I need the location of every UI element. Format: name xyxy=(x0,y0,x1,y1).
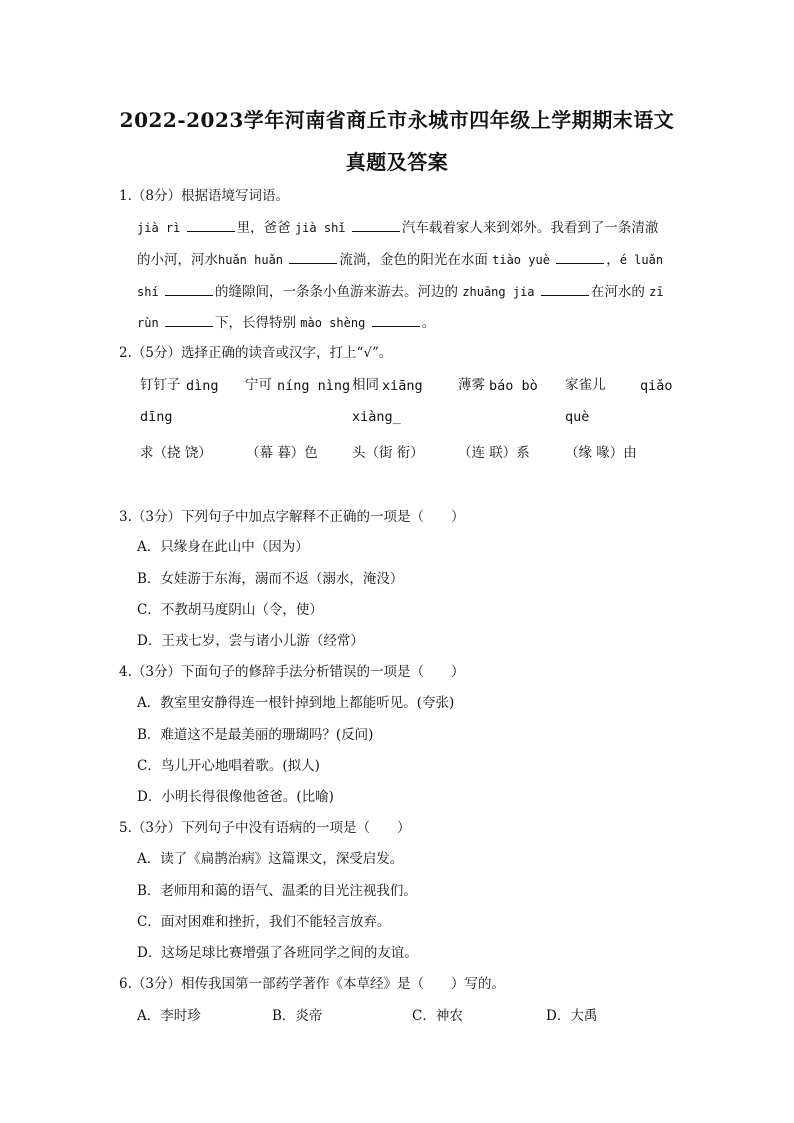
q3-option-c[interactable]: C．不教胡马度阴山（令，使） xyxy=(137,602,323,618)
answer-blank[interactable] xyxy=(541,283,589,296)
q3-heading: 3.（3分）下列句子中加点字解释不正确的一项是（ ） xyxy=(119,509,465,525)
answer-blank[interactable] xyxy=(165,283,213,296)
q4-heading: 4.（3分）下面句子的修辞手法分析错误的一项是（ ） xyxy=(119,664,465,680)
q1-heading: 1.（8分）根据语境写词语。 xyxy=(119,188,289,204)
q6-option-b[interactable]: B．炎帝 xyxy=(272,1008,323,1024)
pinyin: é luǎn xyxy=(619,253,664,267)
answer-blank[interactable] xyxy=(352,219,400,232)
q3-option-d[interactable]: D．王戎七岁，尝与诸小儿游（经常） xyxy=(137,633,364,649)
q5-option-c[interactable]: C．面对困难和挫折，我们不能轻言放弃。 xyxy=(137,914,391,930)
q3-option-a[interactable]: A．只缘身在此山中（因为） xyxy=(137,539,309,555)
q2-word: 钉钉子 xyxy=(140,377,181,393)
answer-blank[interactable] xyxy=(187,219,235,232)
pinyin: huǎn huǎn xyxy=(218,253,284,267)
q2-char-choice[interactable]: （缘 喙）由 xyxy=(565,445,637,461)
pinyin: tiào yuè xyxy=(492,253,550,267)
q5-option-d[interactable]: D．这场足球比赛增强了各班同学之间的友谊。 xyxy=(137,945,418,961)
pinyin: jià rì xyxy=(137,221,181,235)
q2-word: 相同 xyxy=(352,377,379,393)
q5-option-a[interactable]: A．读了《扁鹊治病》这篇课文，深受启发。 xyxy=(137,851,404,867)
q2-pinyin-option[interactable]: níng nìng xyxy=(277,378,351,394)
answer-blank[interactable] xyxy=(165,314,213,327)
pinyin: shí xyxy=(137,285,159,299)
q2-char-choice[interactable]: （连 联）系 xyxy=(458,445,530,461)
q4-option-a[interactable]: A．教室里安静得连一根针掉到地上都能听见。(夸张) xyxy=(137,695,455,711)
q2-char-choice[interactable]: 头（街 衔） xyxy=(352,445,424,461)
q2-pinyin-option[interactable]: qiǎo xyxy=(640,378,673,394)
q1-line-4: rùn 下，长得特别 mào shèng 。 xyxy=(137,315,436,331)
answer-blank[interactable] xyxy=(556,251,604,264)
title-line-2: 真题及答案 xyxy=(345,150,449,174)
pinyin: zī xyxy=(649,285,664,299)
q4-option-d[interactable]: D．小明长得很像他爸爸。(比喻) xyxy=(137,789,334,805)
q5-heading: 5.（3分）下列句子中没有语病的一项是（ ） xyxy=(119,820,411,836)
q2-pinyin-option[interactable]: xiāng xyxy=(382,378,423,394)
pinyin: jià shǐ xyxy=(294,221,346,235)
q2-pinyin-option[interactable]: dìng xyxy=(186,378,219,394)
pinyin: rùn xyxy=(137,316,159,330)
q2-char-choice[interactable]: 求（挠 饶） xyxy=(140,445,212,461)
q1-line-2: 的小河，河水huǎn huǎn 流淌，金色的阳光在水面 tiào yuè ，é luǎn xyxy=(137,252,664,268)
q2-heading: 2.（5分）选择正确的读音或汉字，打上“√”。 xyxy=(119,345,393,361)
q3-option-b[interactable]: B．女娃游于东海，溺而不返（溺水，淹没） xyxy=(137,571,404,587)
q6-heading: 6.（3分）相传我国第一部药学著作《本草经》是（ ）写的。 xyxy=(119,976,505,992)
q4-option-b[interactable]: B．难道这不是最美丽的珊瑚吗？(反问) xyxy=(137,727,374,743)
title-line-1: 2022-2023学年河南省商丘市永城市四年级上学期期末语文 xyxy=(119,108,675,132)
q6-option-a[interactable]: A．李时珍 xyxy=(137,1008,201,1024)
q2-pinyin-option[interactable]: què xyxy=(565,409,590,425)
q6-option-c[interactable]: C．神农 xyxy=(412,1008,463,1024)
q2-pinyin-option[interactable]: xiàng_ xyxy=(352,409,401,425)
q2-word: 薄雾 xyxy=(458,377,485,393)
q1-line-3: shí 的缝隙间，一条条小鱼游来游去。河边的 zhuāng jia 在河水的 zī xyxy=(137,284,664,300)
q2-char-choice[interactable]: （幕 暮）色 xyxy=(246,445,318,461)
answer-blank[interactable] xyxy=(372,314,420,327)
q5-option-b[interactable]: B．老师用和蔼的语气、温柔的目光注视我们。 xyxy=(137,883,417,899)
q6-option-d[interactable]: D．大禹 xyxy=(546,1008,598,1024)
q4-option-c[interactable]: C．鸟儿开心地唱着歌。(拟人) xyxy=(137,758,320,774)
pinyin: mào shèng xyxy=(300,316,366,330)
answer-blank[interactable] xyxy=(289,251,337,264)
q2-pinyin-option[interactable]: báo bò xyxy=(489,378,538,394)
q2-word: 家雀儿 xyxy=(565,377,606,393)
pinyin: zhuāng jia xyxy=(462,285,535,299)
q2-pinyin-option[interactable]: dīng xyxy=(140,409,173,425)
q2-word: 宁可 xyxy=(245,377,272,393)
q1-line-1: jià rì 里，爸爸 jià shǐ 汽车载着家人来到郊外。我看到了一条清澈 xyxy=(137,220,659,236)
